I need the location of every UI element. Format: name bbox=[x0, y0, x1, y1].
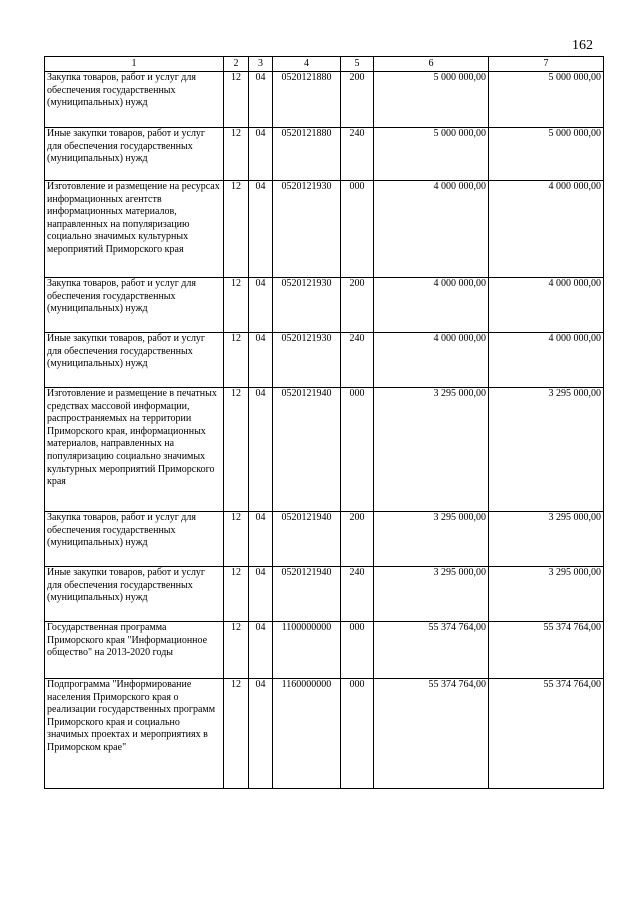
cell-section: 12 bbox=[224, 333, 249, 388]
cell-target-article: 0520121880 bbox=[273, 72, 341, 128]
cell-amount-year2: 5 000 000,00 bbox=[489, 72, 604, 128]
cell-expense-type: 000 bbox=[341, 679, 374, 789]
page-number: 162 bbox=[572, 38, 593, 53]
cell-amount-year2: 55 374 764,00 bbox=[489, 679, 604, 789]
table-row bbox=[45, 181, 604, 278]
cell-target-article: 1160000000 bbox=[273, 679, 341, 789]
cell-amount-year1: 5 000 000,00 bbox=[374, 72, 489, 128]
cell-name: Иные закупки товаров, работ и услуг для обеспечения государственных (муниципальных) нужд bbox=[45, 128, 224, 181]
header-row bbox=[45, 57, 604, 72]
cell-target-article: 0520121880 bbox=[273, 128, 341, 181]
cell-name: Иные закупки товаров, работ и услуг для обеспечения государственных (муниципальных) нужд bbox=[45, 567, 224, 622]
cell-target-article: 1100000000 bbox=[273, 622, 341, 679]
cell-amount-year1: 55 374 764,00 bbox=[374, 679, 489, 789]
cell-expense-type: 000 bbox=[341, 388, 374, 512]
cell-expense-type: 240 bbox=[341, 128, 374, 181]
cell-amount-year1: 3 295 000,00 bbox=[374, 388, 489, 512]
cell-section: 12 bbox=[224, 128, 249, 181]
cell-expense-type: 000 bbox=[341, 181, 374, 278]
table-row bbox=[45, 512, 604, 567]
cell-amount-year2: 3 295 000,00 bbox=[489, 388, 604, 512]
col-header-section: 2 bbox=[224, 57, 249, 72]
cell-subsection: 04 bbox=[249, 72, 273, 128]
cell-amount-year2: 4 000 000,00 bbox=[489, 181, 604, 278]
cell-subsection: 04 bbox=[249, 181, 273, 278]
table-row bbox=[45, 679, 604, 789]
cell-subsection: 04 bbox=[249, 128, 273, 181]
cell-section: 12 bbox=[224, 72, 249, 128]
cell-section: 12 bbox=[224, 512, 249, 567]
cell-section: 12 bbox=[224, 679, 249, 789]
table-row bbox=[45, 388, 604, 512]
cell-target-article: 0520121930 bbox=[273, 181, 341, 278]
table-row bbox=[45, 72, 604, 128]
cell-subsection: 04 bbox=[249, 622, 273, 679]
cell-name: Закупка товаров, работ и услуг для обеспечения государственных (муниципальных) нужд bbox=[45, 512, 224, 567]
cell-name: Закупка товаров, работ и услуг для обеспечения государственных (муниципальных) нужд bbox=[45, 278, 224, 333]
cell-amount-year1: 5 000 000,00 bbox=[374, 128, 489, 181]
cell-target-article: 0520121930 bbox=[273, 333, 341, 388]
cell-subsection: 04 bbox=[249, 333, 273, 388]
cell-amount-year2: 4 000 000,00 bbox=[489, 278, 604, 333]
cell-amount-year2: 4 000 000,00 bbox=[489, 333, 604, 388]
cell-subsection: 04 bbox=[249, 388, 273, 512]
cell-target-article: 0520121940 bbox=[273, 388, 341, 512]
table-row bbox=[45, 333, 604, 388]
cell-name: Изготовление и размещение в печатных средствах массовой информации, распространяемых на территории Приморского края, информационных материалов, направленных на популяризацию социально значимых культурных мероприятий Приморского края bbox=[45, 388, 224, 512]
cell-amount-year1: 3 295 000,00 bbox=[374, 567, 489, 622]
cell-amount-year2: 55 374 764,00 bbox=[489, 622, 604, 679]
cell-target-article: 0520121930 bbox=[273, 278, 341, 333]
cell-name: Подпрограмма "Информирование населения Приморского края о реализации государственных программ Приморского края и социально значимых проектах и мероприятиях в Приморском крае" bbox=[45, 679, 224, 789]
cell-target-article: 0520121940 bbox=[273, 512, 341, 567]
cell-section: 12 bbox=[224, 622, 249, 679]
table-row bbox=[45, 278, 604, 333]
cell-subsection: 04 bbox=[249, 567, 273, 622]
cell-expense-type: 200 bbox=[341, 512, 374, 567]
budget-table bbox=[44, 56, 604, 789]
table-row bbox=[45, 128, 604, 181]
cell-amount-year2: 3 295 000,00 bbox=[489, 512, 604, 567]
cell-subsection: 04 bbox=[249, 679, 273, 789]
table-row bbox=[45, 567, 604, 622]
cell-section: 12 bbox=[224, 278, 249, 333]
cell-expense-type: 240 bbox=[341, 333, 374, 388]
table-row bbox=[45, 622, 604, 679]
cell-expense-type: 200 bbox=[341, 72, 374, 128]
cell-amount-year2: 3 295 000,00 bbox=[489, 567, 604, 622]
cell-expense-type: 240 bbox=[341, 567, 374, 622]
cell-name: Государственная программа Приморского края "Информационное общество" на 2013-2020 годы bbox=[45, 622, 224, 679]
cell-amount-year1: 4 000 000,00 bbox=[374, 333, 489, 388]
cell-name: Закупка товаров, работ и услуг для обеспечения государственных (муниципальных) нужд bbox=[45, 72, 224, 128]
cell-subsection: 04 bbox=[249, 278, 273, 333]
cell-amount-year1: 55 374 764,00 bbox=[374, 622, 489, 679]
cell-expense-type: 000 bbox=[341, 622, 374, 679]
cell-target-article: 0520121940 bbox=[273, 567, 341, 622]
col-header-amount-year1: 6 bbox=[374, 57, 489, 72]
col-header-amount-year2: 7 bbox=[489, 57, 604, 72]
cell-expense-type: 200 bbox=[341, 278, 374, 333]
col-header-expense-type: 5 bbox=[341, 57, 374, 72]
cell-section: 12 bbox=[224, 388, 249, 512]
cell-amount-year2: 5 000 000,00 bbox=[489, 128, 604, 181]
cell-name: Изготовление и размещение на ресурсах информационных агентств информационных материалов, направленных на популяризацию социально значимых культурных мероприятий Приморского края bbox=[45, 181, 224, 278]
cell-amount-year1: 4 000 000,00 bbox=[374, 181, 489, 278]
col-header-target-article: 4 bbox=[273, 57, 341, 72]
col-header-subsection: 3 bbox=[249, 57, 273, 72]
cell-section: 12 bbox=[224, 181, 249, 278]
cell-subsection: 04 bbox=[249, 512, 273, 567]
cell-name: Иные закупки товаров, работ и услуг для обеспечения государственных (муниципальных) нужд bbox=[45, 333, 224, 388]
cell-amount-year1: 4 000 000,00 bbox=[374, 278, 489, 333]
col-header-name: 1 bbox=[45, 57, 224, 72]
cell-section: 12 bbox=[224, 567, 249, 622]
cell-amount-year1: 3 295 000,00 bbox=[374, 512, 489, 567]
